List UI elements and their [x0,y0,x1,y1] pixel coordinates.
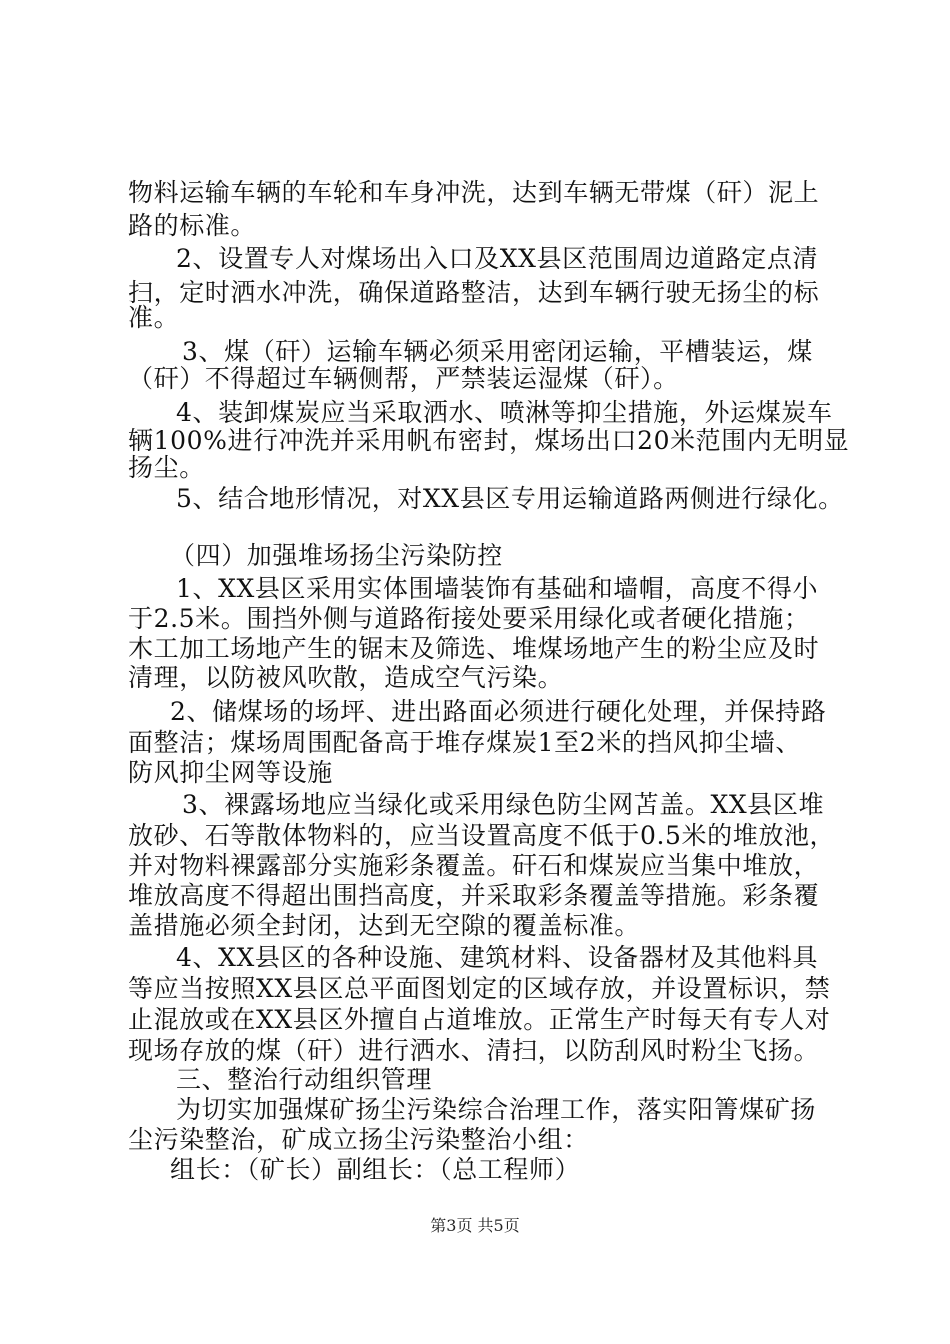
page-footer: 第3页 共5页 [430,1216,520,1235]
text-line: 辆100%进行冲洗并采用帆布密封，煤场出口20米范围内无明显 [128,426,850,455]
text-line: 4、XX县区的各种设施、建筑材料、设备器材及其他料具 [176,943,819,972]
text-line: 扬尘。 [128,453,205,482]
text-line: 现场存放的煤（矸）进行洒水、清扫，以防刮风时粉尘飞扬。 [128,1036,820,1065]
section-heading: （四）加强堆场扬尘污染防控 [170,541,503,570]
text-line: 盖措施必须全封闭，达到无空隙的覆盖标准。 [128,911,641,940]
text-line: 并对物料裸露部分实施彩条覆盖。矸石和煤炭应当集中堆放， [128,851,820,880]
text-line: 1、XX县区采用实体围墙装饰有基础和墙帽，高度不得小 [176,574,819,603]
text-line: 组长：（矿长）副组长：（总工程师） [170,1155,581,1184]
text-line: 防风抑尘网等设施 [128,758,333,787]
text-line: 木工加工场地产生的锯末及筛选、堆煤场地产生的粉尘应及时 [128,634,820,663]
text-line: 4、装卸煤炭应当采取洒水、喷淋等抑尘措施，外运煤炭车 [176,398,833,427]
text-line: 尘污染整治，矿成立扬尘污染整治小组： [128,1125,589,1154]
text-line: 3、煤（矸）运输车辆必须采用密闭运输，平槽装运，煤 [182,337,813,366]
text-line: （矸）不得超过车辆侧帮，严禁装运湿煤（矸）。 [128,364,679,393]
text-line: 扫，定时洒水冲洗，确保道路整洁，达到车辆行驶无扬尘的标 [128,278,820,307]
text-line: 为切实加强煤矿扬尘污染综合治理工作，落实阳箐煤矿扬 [176,1095,817,1124]
text-line: 2、储煤场的场坪、进出路面必须进行硬化处理，并保持路 [170,697,827,726]
text-line: 于2.5米。围挡外侧与道路衔接处要采用绿化或者硬化措施； [128,604,810,633]
text-line: 止混放或在XX县区外擅自占道堆放。正常生产时每天有专人对 [128,1005,831,1034]
text-line: 放砂、石等散体物料的，应当设置高度不低于0.5米的堆放池， [128,821,836,850]
text-line: 清理，以防被风吹散，造成空气污染。 [128,663,564,692]
text-line: 堆放高度不得超出围挡高度，并采取彩条覆盖等措施。彩条覆 [128,881,820,910]
text-line: 面整洁；煤场周围配备高于堆存煤炭1至2米的挡风抑尘墙、 [128,728,802,757]
text-line: 3、裸露场地应当绿化或采用绿色防尘网苫盖。XX县区堆 [182,790,825,819]
text-line: 路的标准。 [128,211,257,240]
text-line: 5、结合地形情况，对XX县区专用运输道路两侧进行绿化。 [176,484,844,513]
text-line: 物料运输车辆的车轮和车身冲洗，达到车辆无带煤（矸）泥上 [128,178,820,207]
section-heading: 三、整治行动组织管理 [176,1065,433,1094]
text-line: 等应当按照XX县区总平面图划定的区域存放，并设置标识，禁 [128,974,831,1003]
text-line: 2、设置专人对煤场出入口及XX县区范围周边道路定点清 [176,244,819,273]
text-line: 准。 [128,303,180,332]
